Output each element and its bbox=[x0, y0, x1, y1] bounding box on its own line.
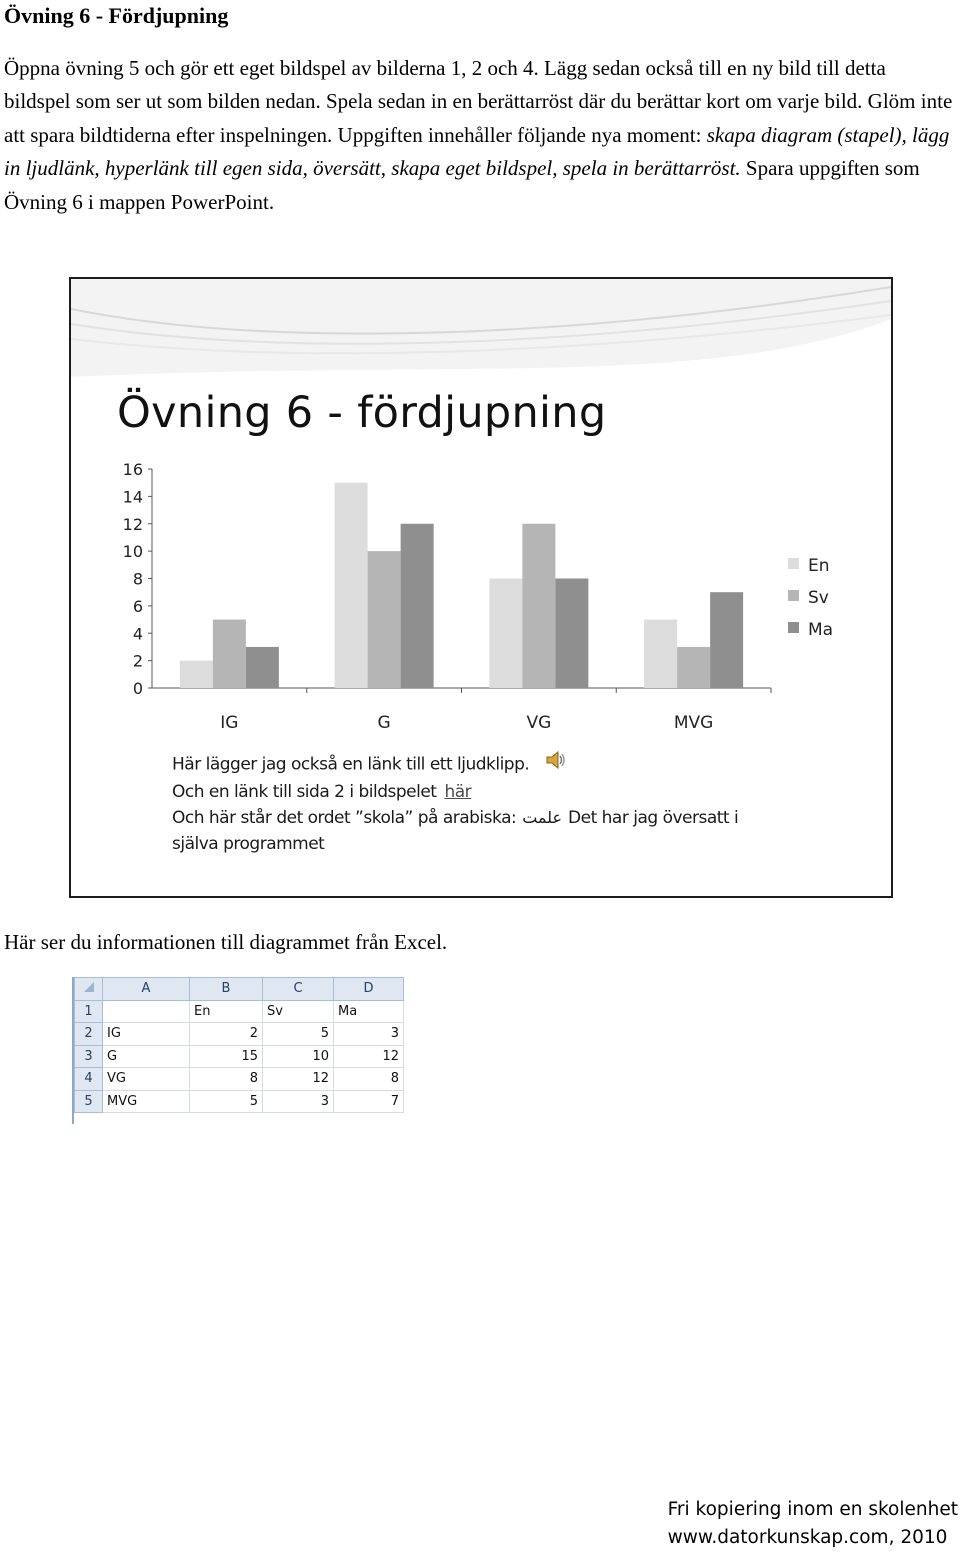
x-tick-label: MVG bbox=[673, 713, 714, 733]
sheet-cell[interactable]: 15 bbox=[190, 1045, 263, 1068]
notes-line-end: själva programmet bbox=[172, 833, 325, 854]
sheet-cell[interactable]: 12 bbox=[263, 1068, 334, 1091]
notes-line-arabic bbox=[172, 805, 852, 832]
sheet-cell[interactable]: 10 bbox=[263, 1045, 334, 1068]
legend-swatch bbox=[788, 622, 799, 633]
y-tick-label: 14 bbox=[122, 487, 143, 507]
intro-paragraph bbox=[4, 52, 954, 219]
bar bbox=[213, 620, 246, 688]
caption: Här ser du informationen till diagrammet från Excel. bbox=[4, 930, 448, 954]
footer bbox=[668, 1496, 958, 1552]
bar bbox=[644, 620, 677, 688]
y-tick-label: 2 bbox=[132, 651, 143, 671]
bar bbox=[180, 661, 213, 688]
legend-label: Sv bbox=[808, 588, 829, 608]
sheet-cell[interactable]: 8 bbox=[190, 1068, 263, 1091]
sheet-row bbox=[75, 1023, 404, 1046]
y-tick-label: 0 bbox=[132, 679, 143, 698]
x-tick-label: IG bbox=[220, 713, 239, 733]
bar bbox=[555, 579, 588, 689]
notes-link-text: Och en länk till sida 2 i bildspelet bbox=[172, 781, 437, 802]
bar bbox=[368, 551, 401, 688]
bar bbox=[522, 524, 555, 688]
notes-arabic-tail: Det har jag översatt i bbox=[568, 808, 739, 828]
footer-copyright: Fri kopiering inom en skolenhet bbox=[667, 1499, 958, 1520]
sheet-cell[interactable]: VG bbox=[103, 1068, 190, 1091]
legend-swatch bbox=[788, 590, 799, 601]
sheet-cell[interactable]: Sv bbox=[263, 1000, 334, 1023]
sheet-row bbox=[75, 1045, 404, 1068]
sheet-row bbox=[75, 1000, 404, 1023]
slide-hyperlink[interactable]: här bbox=[444, 781, 472, 802]
column-header-c[interactable]: C bbox=[263, 978, 334, 1001]
sheet-cell[interactable]: 2 bbox=[190, 1023, 263, 1046]
bar-chart bbox=[71, 279, 891, 739]
column-header-a[interactable]: A bbox=[103, 978, 190, 1001]
sheet-cell[interactable]: 8 bbox=[334, 1068, 404, 1091]
sheet-cell[interactable]: 7 bbox=[334, 1090, 404, 1113]
sheet-cell[interactable] bbox=[103, 1000, 190, 1023]
speaker-icon[interactable] bbox=[545, 749, 567, 780]
slide-screenshot bbox=[69, 277, 893, 898]
row-header[interactable]: 1 bbox=[75, 1000, 103, 1023]
sheet-cell[interactable]: 5 bbox=[263, 1023, 334, 1046]
intro-moments: skapa diagram (stapel), lägg in ljudlänk, hyperlänk till egen sida, översätt, skapa eget bildspel, spela in berättarröst. bbox=[4, 122, 950, 181]
arabic-word: علمت bbox=[522, 808, 563, 827]
bar bbox=[489, 579, 522, 689]
x-tick-label: G bbox=[377, 713, 391, 733]
footer-url: www.datorkunskap.com, 2010 bbox=[667, 1527, 948, 1548]
select-all-corner[interactable] bbox=[75, 978, 103, 1001]
sheet-cell[interactable]: 5 bbox=[190, 1090, 263, 1113]
sheet-cell[interactable]: En bbox=[190, 1000, 263, 1023]
bar bbox=[335, 483, 368, 688]
y-tick-label: 12 bbox=[122, 514, 143, 534]
notes-arabic-lead: Och här står det ordet ”skola” på arabiska: bbox=[172, 808, 517, 828]
bar bbox=[677, 647, 710, 688]
sheet-row bbox=[75, 1068, 404, 1091]
sheet-cell[interactable]: G bbox=[103, 1045, 190, 1068]
bar bbox=[710, 592, 743, 688]
sheet-table bbox=[74, 977, 404, 1113]
legend-label: Ma bbox=[808, 620, 834, 640]
slide-notes bbox=[172, 749, 852, 857]
bar bbox=[401, 524, 434, 688]
intro-text: Öppna övning 5 och gör ett eget bildspel av bilderna 1, 2 och 4. Lägg sedan också till en ny bild till detta bildspel som ser ut som bilden nedan. Spela sedan in en berättarröst där du berättar kort om varje bild. Glöm inte att spara bildtiderna efter inspelningen. Uppgiften innehåller följande nya moment: bbox=[4, 56, 953, 147]
sheet-cell[interactable]: IG bbox=[103, 1023, 190, 1046]
sheet-cell[interactable]: Ma bbox=[334, 1000, 404, 1023]
y-tick-label: 4 bbox=[132, 624, 143, 644]
intro-text-end: Spara uppgiften som Övning 6 i mappen PowerPoint. bbox=[4, 156, 920, 214]
column-header-d[interactable]: D bbox=[334, 978, 404, 1001]
row-header[interactable]: 2 bbox=[75, 1023, 103, 1046]
column-header-row bbox=[75, 978, 404, 1001]
excel-sheet bbox=[72, 977, 415, 1124]
row-header[interactable]: 5 bbox=[75, 1090, 103, 1113]
notes-sound-text: Här lägger jag också en länk till ett ljudklipp. bbox=[172, 754, 530, 775]
x-tick-label: VG bbox=[526, 713, 552, 733]
bar bbox=[246, 647, 279, 688]
legend-swatch bbox=[788, 558, 799, 569]
column-header-b[interactable]: B bbox=[190, 978, 263, 1001]
sheet-cell[interactable]: 12 bbox=[334, 1045, 404, 1068]
slide-title: Övning 6 - fördjupning bbox=[117, 388, 607, 438]
document-heading: Övning 6 - Fördjupning bbox=[4, 3, 229, 28]
y-tick-label: 6 bbox=[132, 596, 143, 616]
sheet-cell[interactable]: 3 bbox=[263, 1090, 334, 1113]
row-header[interactable]: 4 bbox=[75, 1068, 103, 1091]
notes-line-sound bbox=[172, 749, 852, 780]
sheet-cell[interactable]: 3 bbox=[334, 1023, 404, 1046]
y-tick-label: 8 bbox=[132, 569, 143, 589]
legend-label: En bbox=[808, 556, 830, 576]
y-tick-label: 10 bbox=[122, 542, 143, 562]
row-header[interactable]: 3 bbox=[75, 1045, 103, 1068]
y-tick-label: 16 bbox=[122, 460, 143, 479]
notes-line-link bbox=[172, 780, 852, 806]
sheet-cell[interactable]: MVG bbox=[103, 1090, 190, 1113]
sheet-row bbox=[75, 1090, 404, 1113]
